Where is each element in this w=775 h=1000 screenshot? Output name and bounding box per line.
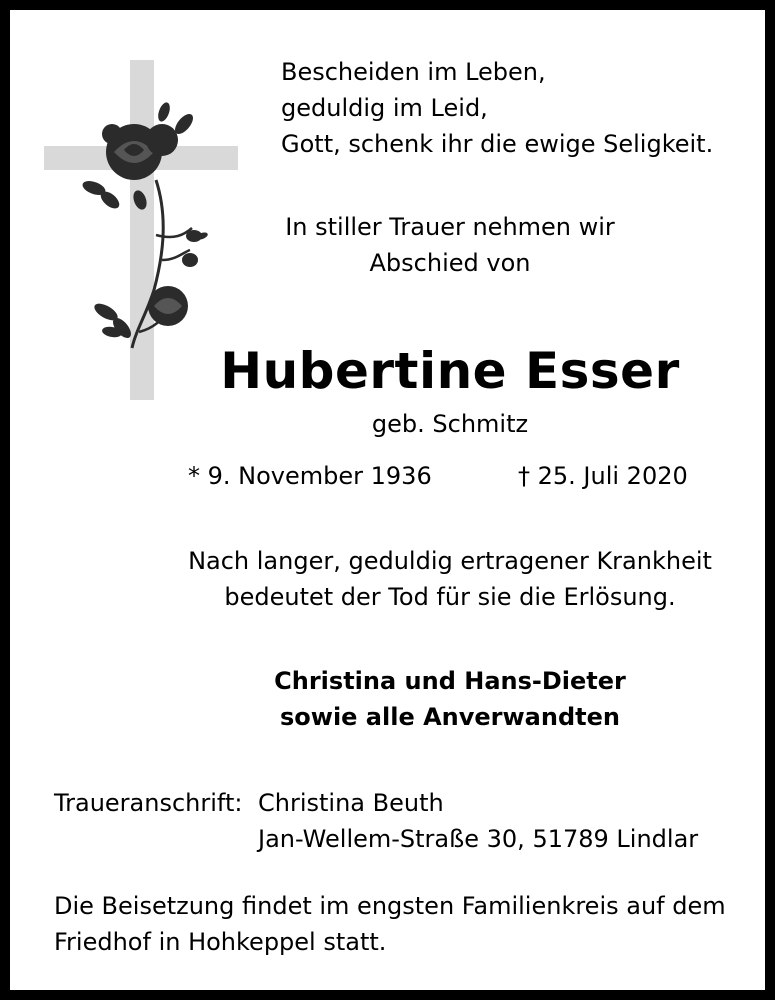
- message-line-2: bedeutet der Tod für sie die Erlösung.: [224, 583, 676, 611]
- address-label: Traueranschrift:: [54, 789, 243, 817]
- verse-line-3: Gott, schenk ihr die ewige Seligkeit.: [281, 130, 714, 158]
- burial-line-2: Friedhof in Hohkeppel statt.: [54, 928, 387, 956]
- burial-line-1: Die Beisetzung findet im engsten Familienkreis auf dem: [54, 892, 726, 920]
- mourners-line-2: sowie alle Anverwandten: [280, 703, 620, 731]
- birth-date: * 9. November 1936: [188, 462, 432, 490]
- address-street: Jan-Wellem-Straße 30, 51789 Lindlar: [258, 825, 699, 853]
- mourners-line-1: Christina und Hans-Dieter: [274, 667, 626, 695]
- verse-line-1: Bescheiden im Leben,: [281, 58, 546, 86]
- maiden-name: geb. Schmitz: [371, 410, 529, 438]
- address-name: Christina Beuth: [258, 789, 444, 817]
- deceased-name: Hubertine Esser: [220, 342, 680, 400]
- intro-line-2: Abschied von: [369, 249, 531, 277]
- verse-line-2: geduldig im Leid,: [281, 94, 488, 122]
- message-line-1: Nach langer, geduldig ertragener Krankheit: [188, 547, 712, 575]
- intro-line-1: In stiller Trauer nehmen wir: [285, 213, 615, 241]
- death-date: † 25. Juli 2020: [518, 462, 688, 490]
